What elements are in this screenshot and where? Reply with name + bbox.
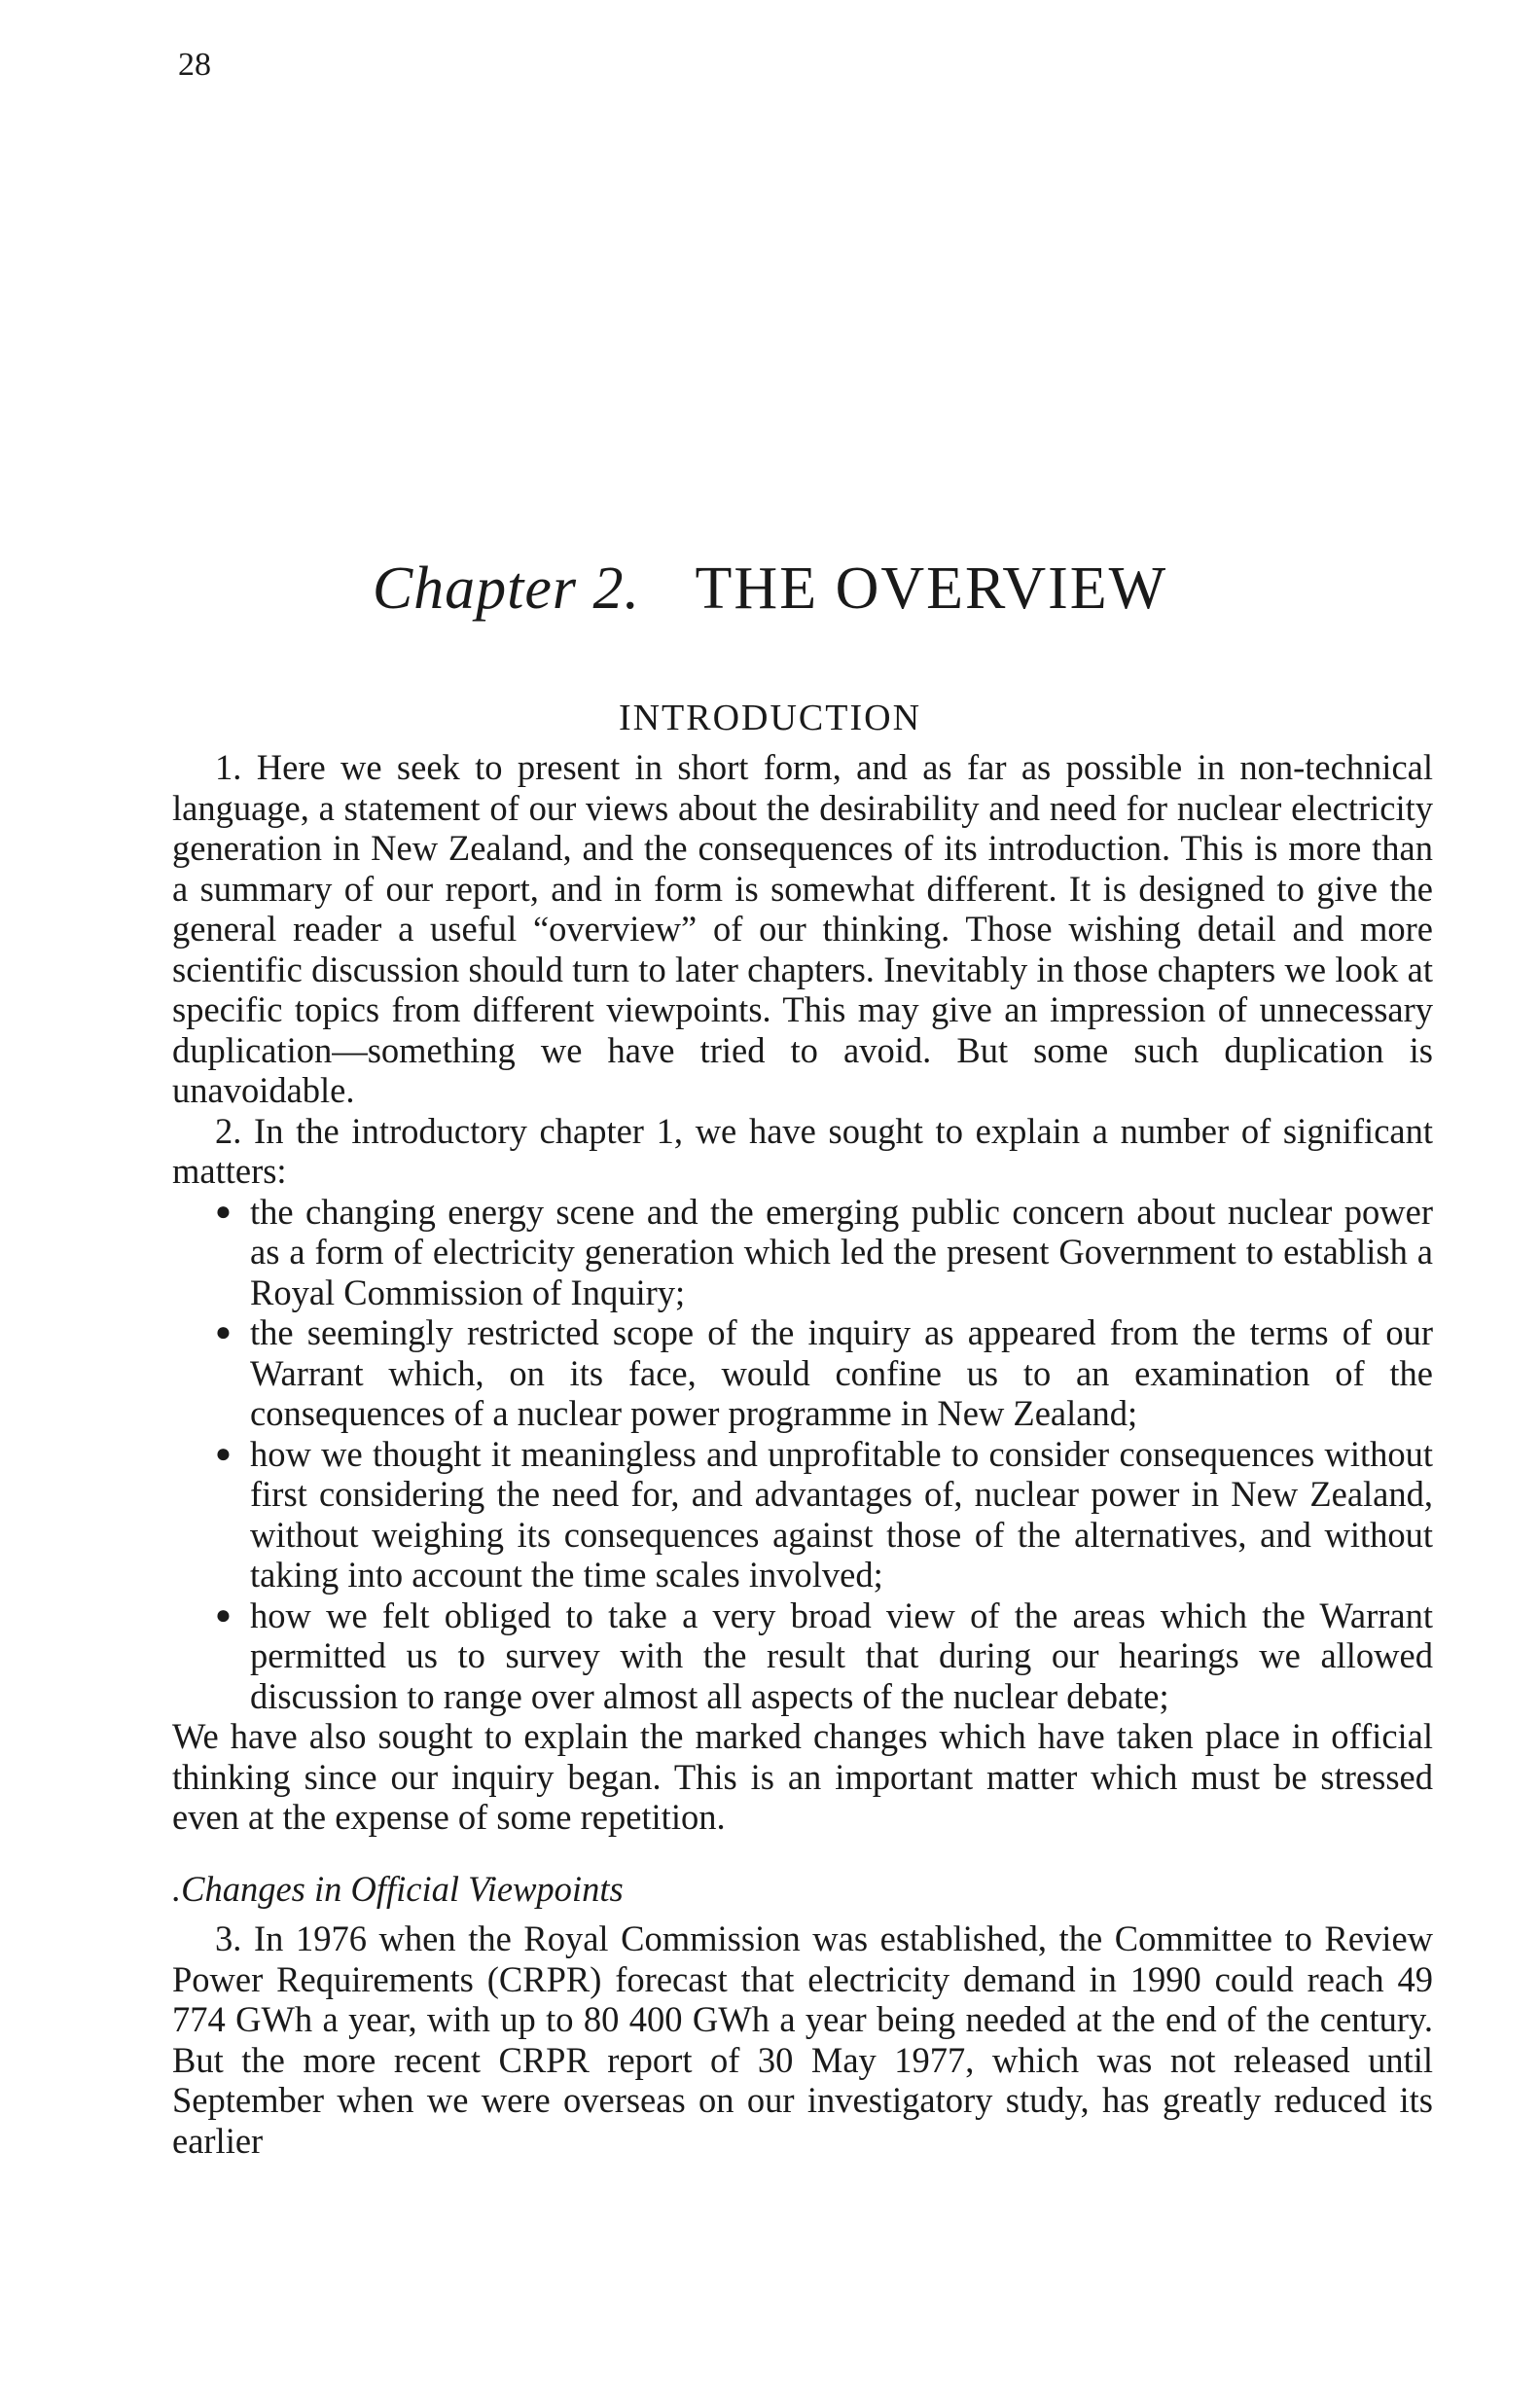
list-item-text: the changing energy scene and the emerging public concern about nuclear power as a form of electricity generation which led the present Government to establish a Royal Commission of Inquiry; — [250, 1191, 1433, 1312]
list-item-text: the seemingly restricted scope of the inquiry as appeared from the terms of our Warrant which, on its face, would confine us to an examination of the consequences of a nuclear power programme in New Zealand; — [250, 1312, 1433, 1433]
bullet-icon: ● — [215, 1196, 232, 1227]
body-text — [172, 747, 1433, 2161]
subsection-heading: .Changes in Official Viewpoints — [172, 1868, 624, 1909]
chapter-heading — [0, 555, 1540, 624]
bullet-icon: ● — [215, 1438, 232, 1469]
bullet-icon: ● — [215, 1599, 232, 1631]
page-number: 28 — [178, 47, 211, 83]
paragraph-1: 1. Here we seek to present in short form, and as far as possible in non-technical language, a statement of our views about the desirability and need for nuclear electricity generation in New Zealand, and the consequences of its introduction. This is more than a summary of our report, and in form is somewhat different. It is designed to give the general reader a useful “overview” of our thinking. Those wishing detail and more scientific discussion should turn to later chapters. Inevitably in those chapters we look at specific topics from different viewpoints. This may give an impression of unnecessary duplication—something we have tried to avoid. But some such duplication is unavoidable. — [172, 747, 1433, 1110]
paragraph-2: 2. In the introductory chapter 1, we have sought to explain a number of significant matters: — [172, 1110, 1433, 1191]
paragraph-3: 3. In 1976 when the Royal Commission was established, the Committee to Review Power Requirements (CRPR) forecast that electricity demand in 1990 could reach 49 774 GWh a year, with up to 80 400 GWh a year being needed at the end of the century. But the more recent CRPR report of 30 May 1977, which was not released until September when we were overseas on our investigatory study, has greatly reduced its earlier — [172, 1918, 1433, 2161]
bullet-icon: ● — [215, 1317, 232, 1347]
chapter-title: THE OVERVIEW — [695, 556, 1168, 622]
list-item-text: how we felt obliged to take a very broad view of the areas which the Warrant permitted us to survey with the result that during our hearings we allowed discussion to range over almost all aspects of the nuclear debate; — [250, 1595, 1433, 1716]
list-item — [172, 1312, 1433, 1434]
paragraph-2-continuation: We have also sought to explain the marked changes which have taken place in official thinking since our inquiry began. This is an important matter which must be stressed even at the expense of some repetition. — [172, 1716, 1433, 1837]
list-item — [172, 1595, 1433, 1717]
list-item — [172, 1192, 1433, 1313]
section-heading: INTRODUCTION — [618, 698, 922, 738]
list-item — [172, 1434, 1433, 1595]
bullet-list — [172, 1192, 1433, 1717]
chapter-label: Chapter 2. — [372, 556, 641, 622]
list-item-text: how we thought it meaningless and unprofitable to consider consequences without first considering the need for, and advantages of, nuclear power in New Zealand, without weighing its consequences against those of the alternatives, and without taking into account the time scales involved; — [250, 1433, 1433, 1595]
